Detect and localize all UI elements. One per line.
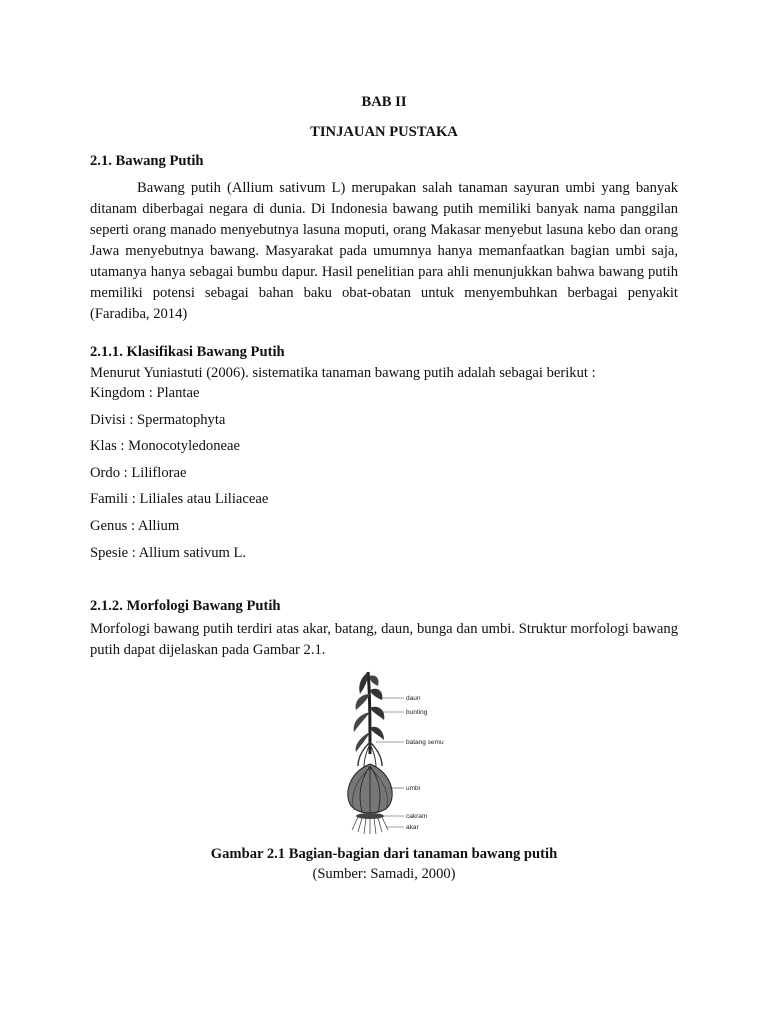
section-paragraph-bawang-putih: Bawang putih (Allium sativum L) merupakan salah tanaman sayuran umbi yang banyak ditanam diberbagai negara di dunia. Di Indonesia bawang putih memiliki banyak nama panggilan seperti orang manado menyebutnya lasuna moputi, orang Makasar menyebut lasuna kebo dan orang Jawa menyebutnya bawang. Masyarakat pada umumnya hanya memanfaatkan bagian umbi saja, utamanya hanya sebagai bumbu dapur. Hasil penelitian para ahli menunjukkan bahwa bawang putih memiliki potensi sebagai bahan baku obat-obatan untuk menyembuhkan berbagai penyakit (Faradiba, 2014) [90,180,678,322]
garlic-plant-figure [330,664,450,836]
chapter-number: BAB II [361,94,407,110]
figure-label-batang-semu: batang semu [406,739,444,746]
section-paragraph-morfologi: Morfologi bawang putih terdiri atas akar, batang, daun, bunga dan umbi. Struktur morfologi bawang putih dapat dijelaskan pada Gambar 2.1. [90,621,678,658]
figure-label-akar: akar [406,824,419,831]
figure-label-umbi: umbi [406,785,421,792]
chapter-title: TINJAUAN PUSTAKA [310,124,458,140]
section-heading-bawang-putih: 2.1. Bawang Putih [90,153,204,169]
figure-label-cakram: cakram [406,813,428,820]
figure-label-daun: daun [406,695,421,702]
klasifikasi-item-spesie: Spesie : Allium sativum L. [90,545,247,561]
klasifikasi-item-ordo: Ordo : Liliflorae [90,465,187,481]
klasifikasi-item-famili: Famili : Liliales atau Liliaceae [90,491,269,507]
figure-source: (Sumber: Samadi, 2000) [312,866,456,882]
klasifikasi-item-divisi: Divisi : Spermatophyta [90,412,226,428]
klasifikasi-intro: Menurut Yuniastuti (2006). sistematika tanaman bawang putih adalah sebagai berikut : [90,365,596,381]
figure-caption: Gambar 2.1 Bagian-bagian dari tanaman bawang putih [210,846,558,862]
figure-label-bunting: bunting [406,709,428,716]
klasifikasi-item-kingdom: Kingdom : Plantae [90,385,200,401]
section-heading-morfologi: 2.1.2. Morfologi Bawang Putih [90,598,281,614]
klasifikasi-item-genus: Genus : Allium [90,518,180,534]
section-heading-klasifikasi: 2.1.1. Klasifikasi Bawang Putih [90,344,285,360]
klasifikasi-item-klas: Klas : Monocotyledoneae [90,438,240,454]
